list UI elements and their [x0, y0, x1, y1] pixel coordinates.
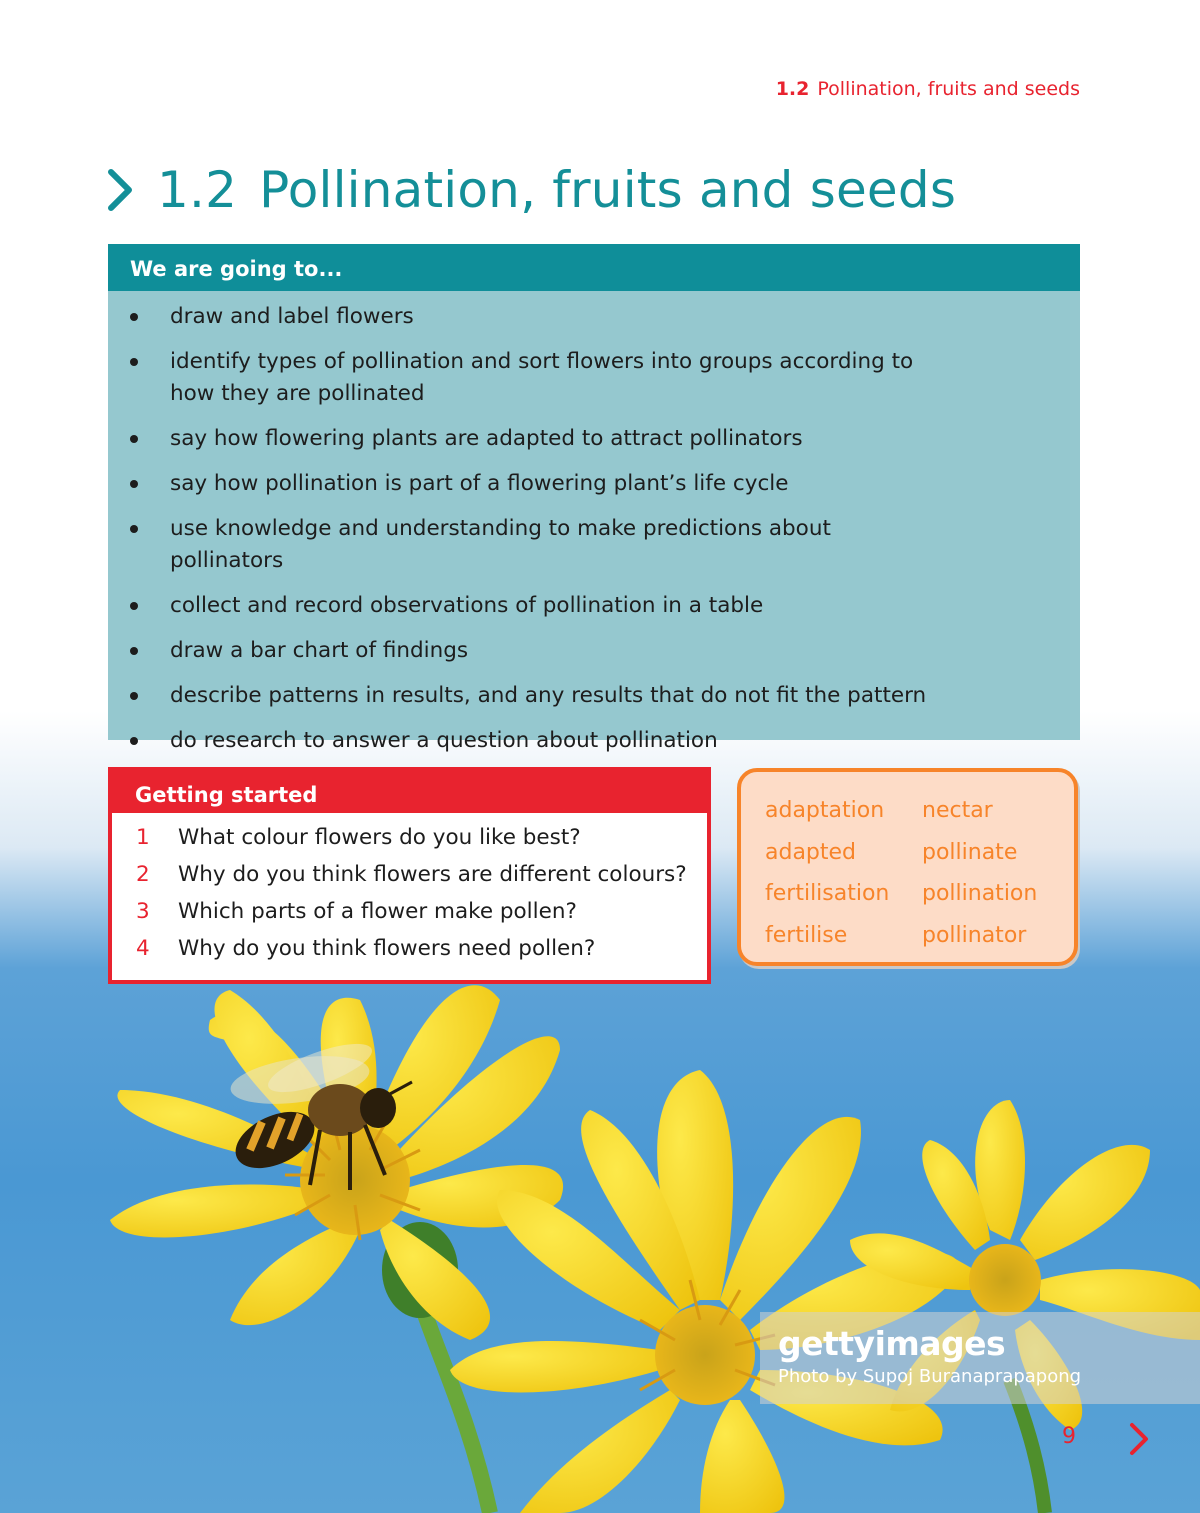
- question-item: [112, 819, 707, 856]
- goal-item: draw a bar chart of findings: [108, 635, 950, 667]
- page-title: [157, 161, 956, 219]
- page-number: 9: [1062, 1424, 1076, 1449]
- goal-item: draw and label flowers: [108, 301, 950, 333]
- question-number: 4: [136, 936, 150, 961]
- bullet-icon: [130, 313, 138, 321]
- goal-item: say how pollination is part of a flowering plant’s life cycle: [108, 468, 950, 500]
- bullet-icon: [130, 647, 138, 655]
- learning-goals-list: [108, 291, 1080, 757]
- learning-goals-box: [108, 244, 1080, 753]
- question-text: What colour flowers do you like best?: [178, 825, 581, 850]
- page-title-number: 1.2: [157, 161, 238, 219]
- question-text: Why do you think flowers need pollen?: [178, 936, 596, 961]
- vocab-word: fertilisation: [765, 881, 890, 906]
- question-item: [112, 856, 707, 893]
- bullet-icon: [130, 692, 138, 700]
- goal-item: describe patterns in results, and any results that do not fit the pattern: [108, 680, 950, 712]
- bullet-icon: [130, 602, 138, 610]
- vocabulary-grid: [741, 772, 1074, 956]
- question-item: [112, 930, 707, 967]
- vocab-word: adapted: [765, 839, 857, 865]
- goal-item: use knowledge and understanding to make predictions about pollinators: [108, 513, 950, 577]
- question-number: 1: [136, 825, 150, 850]
- vocabulary-box: [737, 768, 1078, 966]
- question-text: Why do you think flowers are different colours?: [178, 862, 687, 887]
- vocab-word: pollinate: [922, 839, 1018, 865]
- vocab-word: pollinator: [922, 922, 1027, 948]
- vocab-word: fertilise: [765, 922, 848, 948]
- page-title-row: [105, 160, 956, 220]
- getting-started-heading: Getting started: [111, 770, 708, 813]
- bullet-icon: [130, 525, 138, 533]
- question-number: 3: [136, 899, 150, 924]
- goal-item: say how flowering plants are adapted to attract pollinators: [108, 423, 950, 455]
- goal-item: collect and record observations of pollination in a table: [108, 590, 950, 622]
- question-text: Which parts of a flower make pollen?: [178, 899, 577, 924]
- getting-started-questions: [112, 813, 707, 967]
- bullet-icon: [130, 358, 138, 366]
- running-head-number: 1.2: [775, 78, 810, 100]
- vocab-word: pollination: [922, 881, 1038, 906]
- learning-goals-heading: We are going to...: [108, 244, 1080, 291]
- getting-started-box: [108, 767, 711, 984]
- goal-item: do research to answer a question about pollination: [108, 725, 950, 757]
- goal-item: identify types of pollination and sort flowers into groups according to how they are pollinated: [108, 346, 950, 410]
- vocab-word: adaptation: [765, 798, 885, 823]
- question-number: 2: [136, 862, 150, 887]
- running-head-title: Pollination, fruits and seeds: [817, 78, 1080, 100]
- chevron-right-icon: [105, 167, 135, 213]
- page-title-text: Pollination, fruits and seeds: [259, 161, 957, 219]
- watermark-logo: gettyimages: [778, 1324, 1006, 1363]
- bullet-icon: [130, 480, 138, 488]
- photo-credit: Photo by Supoj Buranaprapapong: [778, 1366, 1082, 1387]
- question-item: [112, 893, 707, 930]
- bullet-icon: [130, 435, 138, 443]
- getty-watermark: [760, 1312, 1200, 1404]
- vocab-word: nectar: [922, 798, 993, 823]
- running-head: [0, 78, 1080, 100]
- next-page-chevron-icon: [1128, 1422, 1150, 1456]
- bullet-icon: [130, 737, 138, 745]
